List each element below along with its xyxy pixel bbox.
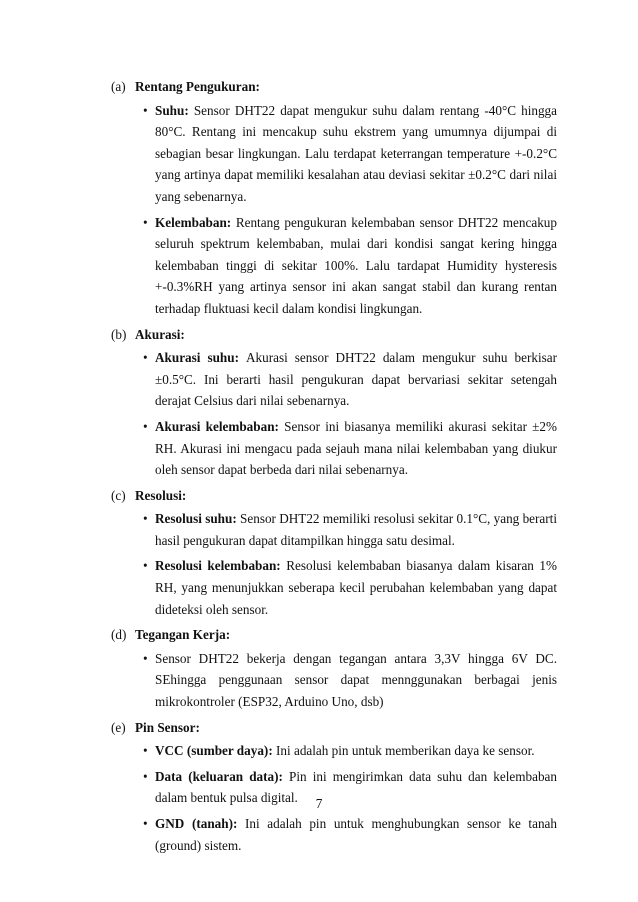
list-item: [143, 508, 557, 551]
section-heading: [111, 624, 557, 646]
list-item: [143, 648, 557, 713]
section-label: (b): [111, 326, 127, 342]
section-tegangan-kerja: [111, 624, 557, 712]
list-item: [143, 740, 557, 762]
bullet-icon: •: [143, 418, 148, 434]
item-term: Data (keluaran data):: [155, 768, 290, 784]
item-list: [111, 347, 557, 481]
item-text: Pin ini mengirimkan data suhu dan kelembaban dalam bentuk pulsa digital.: [155, 768, 557, 806]
item-term: Resolusi kelembaban:: [155, 558, 287, 574]
bullet-icon: •: [143, 214, 148, 230]
item-term: Akurasi kelembaban:: [155, 418, 285, 434]
list-item: [143, 555, 557, 620]
section-title: Resolusi:: [135, 487, 187, 503]
page-content: [111, 76, 557, 860]
section-heading: [111, 76, 557, 98]
section-heading: [111, 324, 557, 346]
list-item: [143, 347, 557, 412]
section-title: Rentang Pengukuran:: [135, 79, 260, 94]
item-text: Sensor DHT22 bekerja dengan tegangan antara 3,3V hingga 6V DC. SEhingga penggunaan sensor dapat mennggunakan berbagai jenis mikrokontroler (ESP32, Arduino Uno, dsb): [155, 650, 557, 710]
list-item: [143, 416, 557, 481]
item-text: Sensor ini biasanya memiliki akurasi sekitar ±2% RH. Akurasi ini mengacu pada sejauh mana nilai kelembaban yang diukur oleh sensor dapat berbeda dari nilai sebenarnya.: [155, 418, 557, 478]
section-title: Tegangan Kerja:: [135, 627, 231, 643]
section-rentang-pengukuran: [111, 76, 557, 320]
list-item: [143, 100, 558, 208]
item-term: VCC (sumber daya):: [155, 743, 277, 759]
bullet-icon: •: [143, 511, 148, 527]
item-text: Sensor DHT22 dapat mengukur suhu dalam rentang -40°C hingga 80°C. Rentang ini mencakup suhu ekstrem yang umumnya dijumpai di sebagian besar lingkungan. Lalu terdapat keterrangan temperature +-0.2°C yang artinya dapat memiliki kesalahan atau deviasi sekitar ±0.2°C dari nilai yang sebenarnya.: [155, 102, 558, 204]
section-title: Akurasi:: [135, 326, 185, 342]
item-term: GND (tanah):: [155, 816, 245, 831]
section-label: (a): [111, 79, 126, 94]
section-heading: [111, 485, 557, 507]
section-label: (c): [111, 487, 126, 503]
bullet-icon: •: [143, 558, 148, 574]
bullet-icon: •: [143, 816, 148, 831]
item-term: Kelembaban:: [155, 214, 236, 230]
bullet-icon: •: [143, 350, 148, 366]
bullet-icon: •: [143, 650, 148, 666]
list-item: [143, 212, 557, 320]
item-term: Akurasi suhu:: [155, 350, 247, 366]
item-list: [111, 100, 557, 320]
section-title: Pin Sensor:: [135, 719, 200, 735]
section-akurasi: [111, 324, 557, 481]
item-text: Rentang pengukuran kelembaban sensor DHT22 mencakup seluruh spektrum kelembaban, mulai dari kondisi sangat kering hingga kelembaban tinggi di sekitar 100%. Lalu tardapat Humidity hysteresis +-0.3%RH yang artinya sensor ini akan sangat stabil dan kurang rentan terhadap fluktuasi kecil dalam kondisi lingkungan.: [155, 214, 557, 316]
item-text: Akurasi sensor DHT22 dalam mengukur suhu berkisar ±0.5°C. Ini berarti hasil pengukuran dapat bervariasi sekitar setengah derajat Celsius dari nilai sebenarnya.: [155, 350, 557, 409]
section-pin-sensor: [111, 717, 557, 857]
section-label: (e): [111, 719, 126, 735]
bullet-icon: •: [143, 768, 148, 784]
section-label: (d): [111, 627, 127, 643]
item-term: Suhu:: [155, 102, 194, 118]
item-text: Resolusi kelembaban biasanya dalam kisaran 1% RH, yang menunjukkan seberapa kecil perubahan kelembaban yang dapat dideteksi oleh sensor.: [155, 558, 557, 617]
item-text: Ini adalah pin untuk menghubungkan sensor ke tanah (ground) sistem.: [155, 816, 557, 853]
section-heading: [111, 717, 557, 739]
item-term: Resolusi suhu:: [155, 511, 241, 527]
page-number: 7: [315, 796, 323, 811]
item-text: Sensor DHT22 memiliki resolusi sekitar 0.1°C, yang berarti hasil pengukuran dapat ditampilkan hingga satu desimal.: [155, 511, 557, 548]
bullet-icon: •: [143, 102, 148, 118]
item-text: Ini adalah pin untuk memberikan daya ke sensor.: [276, 743, 535, 759]
item-list: [111, 508, 557, 620]
item-list: [111, 648, 557, 713]
bullet-icon: •: [143, 743, 148, 759]
list-item: [143, 813, 557, 856]
section-resolusi: [111, 485, 557, 621]
